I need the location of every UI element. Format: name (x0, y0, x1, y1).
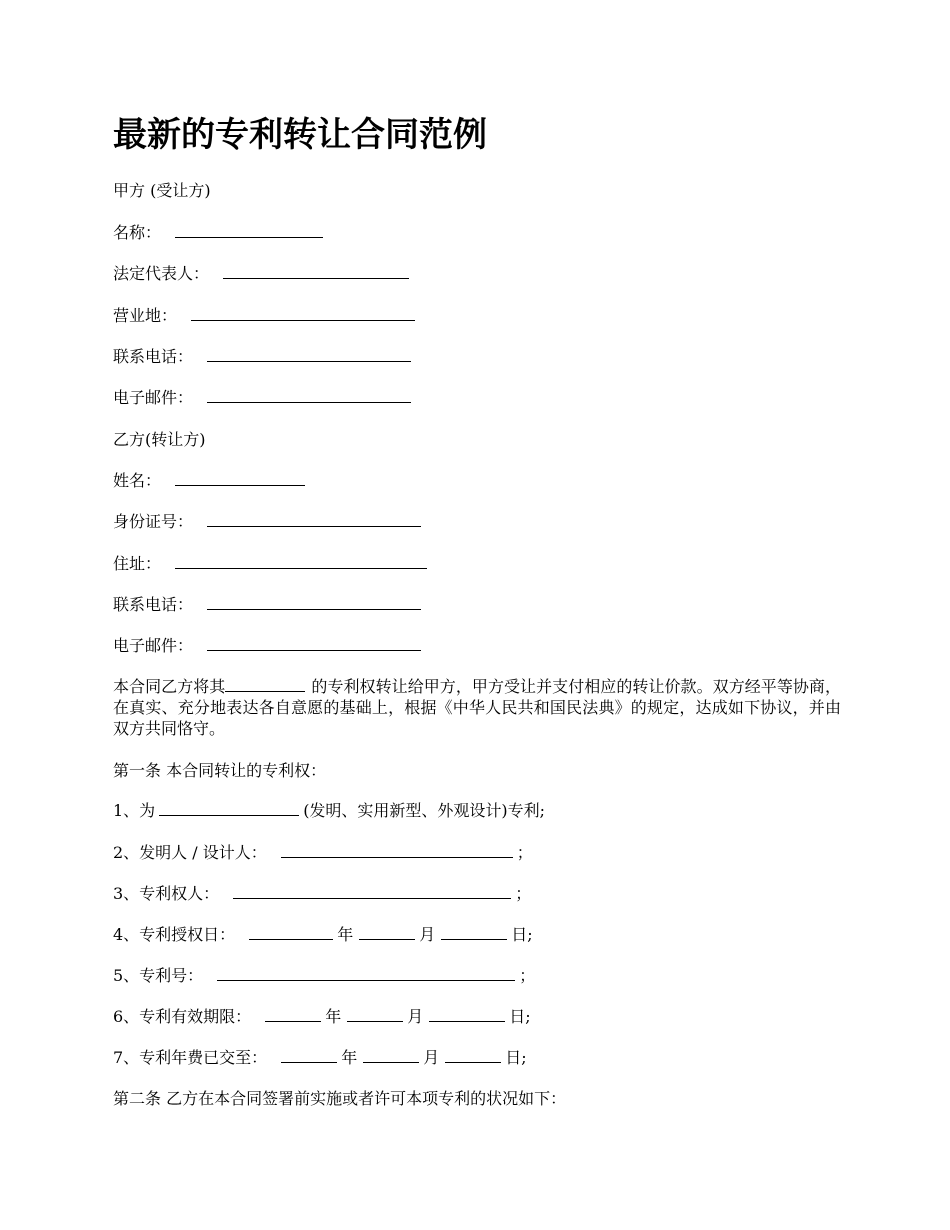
article1-item5 (113, 965, 535, 987)
article1-item3 (113, 883, 531, 905)
item3-label: 3、专利权人： (113, 884, 220, 903)
item2-semicolon: ； (516, 843, 533, 862)
item2-label: 2、发明人 / 设计人： (113, 843, 267, 862)
article1-item1 (113, 800, 545, 822)
article1-heading: 第一条 本合同转让的专利权： (113, 761, 327, 780)
party-b-address-row (113, 553, 427, 575)
fee-month-blank[interactable] (363, 1047, 419, 1063)
item3-semicolon: ； (515, 884, 532, 903)
validity-month-blank[interactable] (347, 1006, 403, 1022)
party-b-address-label: 住址： (113, 554, 162, 573)
party-b-email-label: 电子邮件： (113, 636, 194, 655)
party-a-phone-blank[interactable] (207, 346, 411, 362)
party-b-name-blank[interactable] (175, 470, 305, 486)
party-a-rep-label: 法定代表人： (113, 264, 210, 283)
item7-year: 年 (341, 1048, 358, 1067)
party-b-id-label: 身份证号： (113, 512, 194, 531)
party-a-rep-row (113, 263, 409, 285)
item7-month: 月 (423, 1048, 440, 1067)
party-b-phone-blank[interactable] (207, 594, 421, 610)
grant-day-blank[interactable] (441, 924, 507, 940)
party-a-heading: 甲方 (受让方) (113, 181, 211, 200)
item1-prefix: 1、为 (113, 801, 156, 820)
intro-paragraph (113, 676, 841, 739)
article1-item4 (113, 924, 533, 946)
party-b-phone-row (113, 594, 421, 616)
party-b-heading: 乙方(转让方) (113, 430, 206, 449)
party-a-rep-blank[interactable] (223, 263, 409, 279)
article2-heading: 第二条 乙方在本合同签署前实施或者许可本项专利的状况如下： (113, 1089, 567, 1108)
party-b-email-blank[interactable] (207, 635, 421, 651)
party-b-email-row (113, 635, 421, 657)
fee-day-blank[interactable] (445, 1047, 501, 1063)
party-b-phone-label: 联系电话： (113, 595, 194, 614)
party-b-id-row (113, 511, 421, 533)
grant-month-blank[interactable] (359, 924, 415, 940)
patent-type-blank[interactable] (159, 800, 299, 816)
intro-part1: 本合同乙方将其 (113, 677, 226, 696)
item6-month: 月 (407, 1007, 424, 1026)
inventor-blank[interactable] (281, 842, 513, 858)
party-a-name-row (113, 222, 323, 244)
patent-number-blank[interactable] (217, 965, 515, 981)
article1-item7 (113, 1047, 527, 1069)
validity-day-blank[interactable] (429, 1006, 505, 1022)
article1-item6 (113, 1006, 531, 1028)
party-a-name-blank[interactable] (175, 222, 323, 238)
party-b-name-row (113, 470, 305, 492)
item7-day: 日; (505, 1048, 527, 1067)
party-a-name-label: 名称： (113, 223, 162, 242)
item4-day: 日; (511, 925, 533, 944)
item6-label: 6、专利有效期限： (113, 1007, 252, 1026)
party-a-email-row (113, 387, 411, 409)
item1-suffix: (发明、实用新型、外观设计)专利; (303, 801, 546, 820)
item6-year: 年 (325, 1007, 342, 1026)
item4-month: 月 (419, 925, 436, 944)
party-a-address-row (113, 305, 415, 327)
item5-label: 5、专利号： (113, 966, 204, 985)
grant-year-blank[interactable] (249, 924, 333, 940)
party-a-address-blank[interactable] (191, 305, 415, 321)
party-a-email-label: 电子邮件： (113, 388, 194, 407)
item5-semicolon: ； (519, 966, 536, 985)
page-title: 最新的专利转让合同范例 (113, 115, 487, 155)
fee-year-blank[interactable] (281, 1047, 337, 1063)
patent-name-blank[interactable] (225, 676, 305, 692)
party-a-phone-row (113, 346, 411, 368)
item6-day: 日; (509, 1007, 531, 1026)
item4-label: 4、专利授权日： (113, 925, 236, 944)
patentee-blank[interactable] (233, 883, 511, 899)
item7-label: 7、专利年费已交至： (113, 1048, 268, 1067)
validity-year-blank[interactable] (265, 1006, 321, 1022)
party-b-name-label: 姓名： (113, 471, 162, 490)
article1-item2 (113, 842, 533, 864)
item4-year: 年 (337, 925, 354, 944)
party-b-id-blank[interactable] (207, 511, 421, 527)
party-a-email-blank[interactable] (207, 387, 411, 403)
party-a-phone-label: 联系电话： (113, 347, 194, 366)
intro-part2: 的专利权转让给甲方，甲方受让并支付相应的转让价款。双方经平等协商，在真实、充分地表达各自意愿的基础上，根据《中华人民共和国民法典》的规定，达成如下协议，并由双方共同恪守。 (113, 677, 841, 738)
party-a-address-label: 营业地： (113, 306, 178, 325)
party-b-address-blank[interactable] (175, 553, 427, 569)
